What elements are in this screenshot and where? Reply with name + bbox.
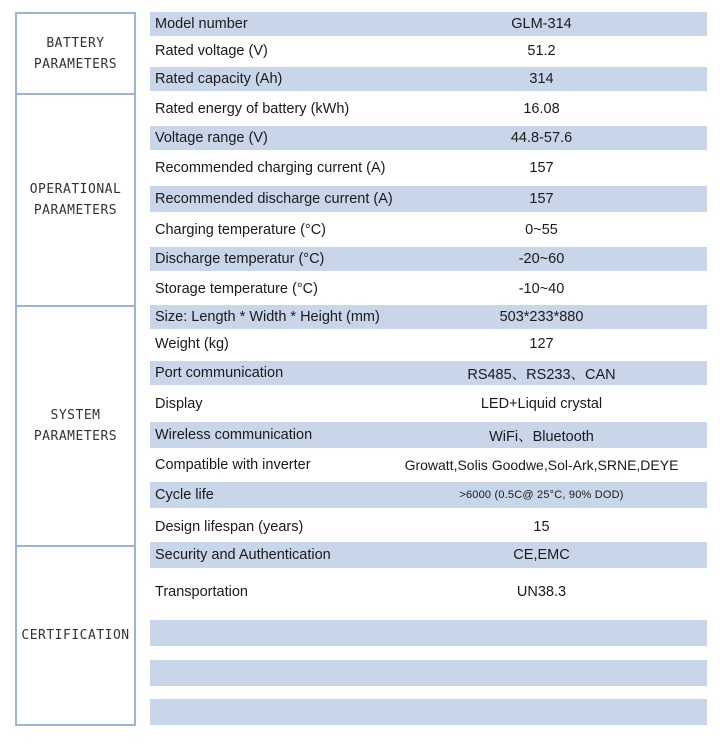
row-label: Cycle life xyxy=(155,487,214,503)
table-row xyxy=(150,152,707,184)
row-value: GLM-314 xyxy=(511,16,572,32)
table-row xyxy=(150,482,707,508)
table-row xyxy=(150,422,707,448)
row-label: Storage temperature (°C) xyxy=(155,281,318,297)
row-value: 503*233*880 xyxy=(499,309,584,325)
table-row xyxy=(150,186,707,212)
table-row xyxy=(150,214,707,246)
row-label: Recommended discharge current (A) xyxy=(155,191,393,207)
row-label: Port communication xyxy=(155,365,284,381)
row-value: 15 xyxy=(533,519,550,535)
table-row xyxy=(150,94,707,124)
table-row xyxy=(150,67,707,91)
table-row xyxy=(150,361,707,385)
row-value: 157 xyxy=(529,191,554,207)
table-row xyxy=(150,247,707,271)
row-label: Compatible with inverter xyxy=(155,457,311,473)
row-value: 127 xyxy=(529,336,554,352)
row-value: 44.8-57.6 xyxy=(510,130,573,146)
row-label: Rated voltage (V) xyxy=(155,43,268,59)
row-label: Recommended charging current (A) xyxy=(155,160,386,176)
row-label: Transportation xyxy=(155,584,248,600)
table-row xyxy=(150,305,707,329)
category-battery-parameters: BATTERY PARAMETERS xyxy=(33,35,118,72)
row-label: Charging temperature (°C) xyxy=(155,222,327,238)
table-row xyxy=(150,450,707,480)
row-label: Wireless communication xyxy=(155,427,313,443)
row-label: Weight (kg) xyxy=(155,336,229,352)
category-operational-parameters: OPERATIONAL PARAMETERS xyxy=(17,93,134,305)
row-value: 0~55 xyxy=(525,222,558,238)
table-row xyxy=(150,512,707,542)
table-row xyxy=(150,389,707,419)
table-row xyxy=(150,274,707,304)
row-value: WiFi、Bluetooth xyxy=(489,428,594,445)
row-value: 314 xyxy=(529,71,554,87)
row-value: >6000 (0.5C@ 25°C, 90% DOD) xyxy=(459,489,624,501)
row-label: Rated energy of battery (kWh) xyxy=(155,101,350,117)
row-value: 51.2 xyxy=(527,43,556,59)
table-row xyxy=(150,542,707,568)
table-row xyxy=(150,12,707,36)
row-label: Voltage range (V) xyxy=(155,130,268,146)
row-value: 16.08 xyxy=(523,101,560,117)
table-row xyxy=(150,574,707,610)
row-value: -10~40 xyxy=(518,281,565,297)
row-value: RS485、RS233、CAN xyxy=(467,366,616,383)
table-row xyxy=(150,126,707,150)
row-value: CE,EMC xyxy=(513,547,570,563)
category-certification: CERTIFICATION xyxy=(17,545,134,724)
row-label: Display xyxy=(155,396,203,412)
row-value: LED+Liquid crystal xyxy=(480,396,603,412)
row-value: 157 xyxy=(529,160,554,176)
category-column xyxy=(15,12,136,726)
row-value: UN38.3 xyxy=(516,584,567,600)
row-label: Size: Length * Width * Height (mm) xyxy=(155,309,380,325)
table-row xyxy=(150,699,707,725)
row-value: Growatt,Solis Goodwe,Sol-Ark,SRNE,DEYE xyxy=(404,457,679,473)
row-label: Model number xyxy=(155,16,248,32)
row-value: -20~60 xyxy=(518,251,565,267)
table-row xyxy=(150,660,707,686)
row-label: Rated capacity (Ah) xyxy=(155,71,283,87)
table-row xyxy=(150,330,707,358)
row-label: Security and Authentication xyxy=(155,547,331,563)
row-label: Design lifespan (years) xyxy=(155,519,304,535)
row-label: Discharge temperatur (°C) xyxy=(155,251,325,267)
category-system-parameters: SYSTEM PARAMETERS xyxy=(17,305,134,545)
table-row xyxy=(150,620,707,646)
table-row xyxy=(150,36,707,66)
